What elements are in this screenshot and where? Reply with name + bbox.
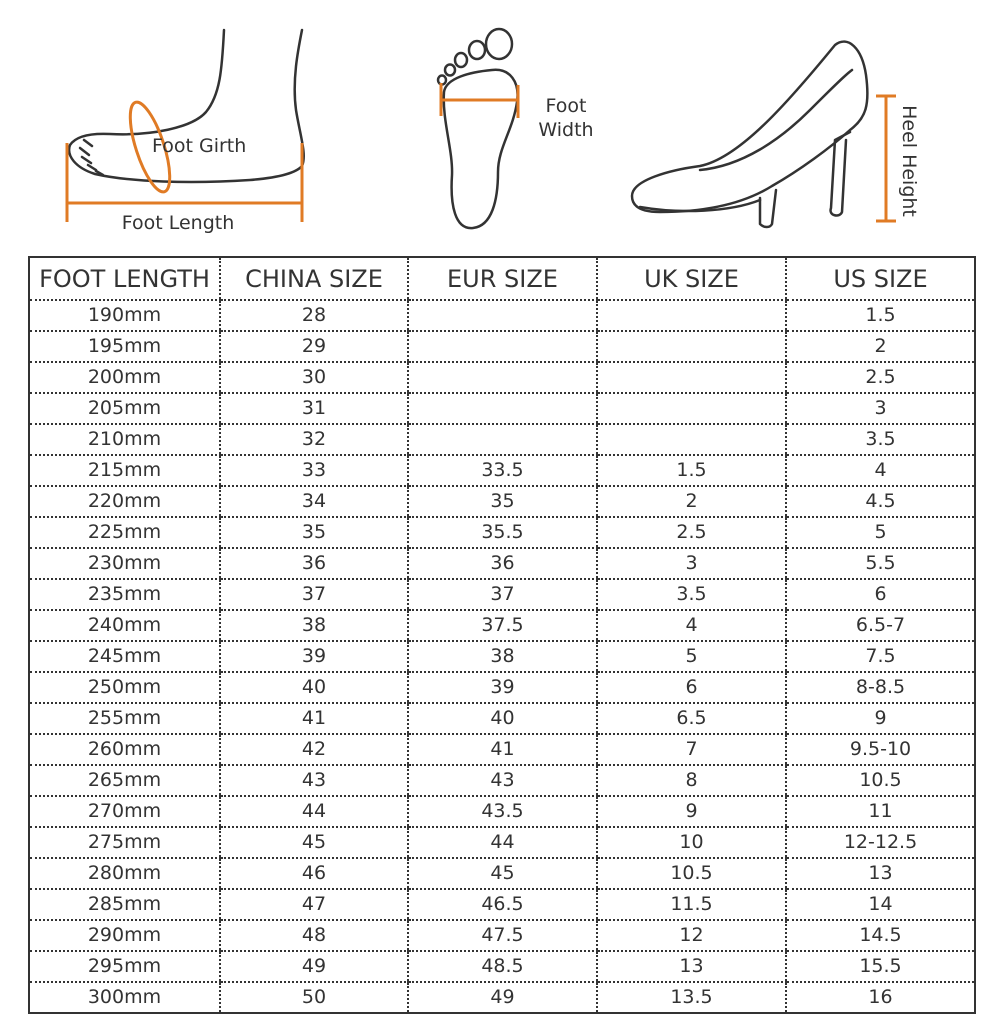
table-row [29, 486, 975, 517]
us-size-cell: 8-8.5 [786, 672, 975, 703]
table-row [29, 300, 975, 331]
eur-size-cell: 35 [408, 486, 597, 517]
foot-length-cell: 270mm [29, 796, 220, 827]
eur-size-cell [408, 362, 597, 393]
foot-length-cell: 210mm [29, 424, 220, 455]
us-size-cell: 15.5 [786, 951, 975, 982]
table-row [29, 796, 975, 827]
china-size-cell: 43 [220, 765, 408, 796]
china-size-cell: 45 [220, 827, 408, 858]
us-size-cell: 2 [786, 331, 975, 362]
foot-length-cell: 255mm [29, 703, 220, 734]
us-size-cell: 14 [786, 889, 975, 920]
us-size-cell: 1.5 [786, 300, 975, 331]
uk-size-cell [597, 424, 786, 455]
eur-size-cell: 35.5 [408, 517, 597, 548]
foot-width-label-line1: Foot [545, 95, 587, 117]
us-size-cell: 11 [786, 796, 975, 827]
eur-size-cell: 36 [408, 548, 597, 579]
table-header-row [29, 257, 975, 300]
uk-size-cell: 5 [597, 641, 786, 672]
eur-size-cell: 47.5 [408, 920, 597, 951]
uk-size-cell: 8 [597, 765, 786, 796]
eur-size-cell [408, 424, 597, 455]
table-row [29, 424, 975, 455]
table-row [29, 548, 975, 579]
foot-length-cell: 285mm [29, 889, 220, 920]
china-size-cell: 39 [220, 641, 408, 672]
foot-length-cell: 230mm [29, 548, 220, 579]
us-size-cell: 2.5 [786, 362, 975, 393]
eur-size-cell: 43.5 [408, 796, 597, 827]
table-row [29, 889, 975, 920]
eur-size-cell: 49 [408, 982, 597, 1013]
eur-size-cell: 38 [408, 641, 597, 672]
china-size-cell: 50 [220, 982, 408, 1013]
uk-size-cell: 11.5 [597, 889, 786, 920]
uk-size-cell: 3.5 [597, 579, 786, 610]
table-row [29, 610, 975, 641]
eur-size-cell: 39 [408, 672, 597, 703]
us-size-cell: 4 [786, 455, 975, 486]
table-row [29, 734, 975, 765]
uk-size-cell: 13.5 [597, 982, 786, 1013]
us-size-cell: 3 [786, 393, 975, 424]
foot-length-cell: 215mm [29, 455, 220, 486]
table-row [29, 331, 975, 362]
china-size-cell: 40 [220, 672, 408, 703]
eur-size-cell [408, 393, 597, 424]
table-row [29, 920, 975, 951]
china-size-cell: 47 [220, 889, 408, 920]
table-row [29, 672, 975, 703]
eur-size-cell [408, 300, 597, 331]
us-size-cell: 9 [786, 703, 975, 734]
foot-length-cell: 245mm [29, 641, 220, 672]
uk-size-cell: 7 [597, 734, 786, 765]
china-size-cell: 35 [220, 517, 408, 548]
foot-width-marker [441, 83, 518, 118]
heel-height-label: Heel Height [898, 105, 920, 217]
uk-size-cell: 6 [597, 672, 786, 703]
china-size-cell: 31 [220, 393, 408, 424]
us-size-cell: 13 [786, 858, 975, 889]
table-row [29, 517, 975, 548]
us-size-cell: 10.5 [786, 765, 975, 796]
uk-size-cell: 10.5 [597, 858, 786, 889]
table-row [29, 827, 975, 858]
foot-width-label-line2: Width [538, 119, 594, 141]
table-row [29, 362, 975, 393]
us-size-cell: 14.5 [786, 920, 975, 951]
us-size-cell: 9.5-10 [786, 734, 975, 765]
china-size-cell: 42 [220, 734, 408, 765]
us-size-cell: 6.5-7 [786, 610, 975, 641]
foot-length-cell: 280mm [29, 858, 220, 889]
china-size-cell: 29 [220, 331, 408, 362]
uk-size-cell: 12 [597, 920, 786, 951]
us-size-cell: 6 [786, 579, 975, 610]
uk-size-cell: 4 [597, 610, 786, 641]
foot-length-cell: 200mm [29, 362, 220, 393]
table-row [29, 982, 975, 1013]
uk-size-cell: 2 [597, 486, 786, 517]
eur-size-cell [408, 331, 597, 362]
china-size-cell: 30 [220, 362, 408, 393]
foot-length-cell: 190mm [29, 300, 220, 331]
eur-size-cell: 40 [408, 703, 597, 734]
uk-size-cell: 3 [597, 548, 786, 579]
foot-length-label: Foot Length [121, 212, 235, 234]
size-conversion-table [28, 256, 976, 1014]
foot-length-cell: 220mm [29, 486, 220, 517]
us-size-cell: 3.5 [786, 424, 975, 455]
heel-height-marker [876, 96, 896, 221]
table-row [29, 858, 975, 889]
china-size-cell: 49 [220, 951, 408, 982]
china-size-cell: 34 [220, 486, 408, 517]
uk-size-cell: 2.5 [597, 517, 786, 548]
foot-length-cell: 195mm [29, 331, 220, 362]
us-size-cell: 5.5 [786, 548, 975, 579]
header-china-size: CHINA SIZE [220, 257, 408, 300]
table-row [29, 951, 975, 982]
table-body [29, 300, 975, 1013]
header-eur-size: EUR SIZE [408, 257, 597, 300]
foot-length-cell: 240mm [29, 610, 220, 641]
uk-size-cell [597, 300, 786, 331]
china-size-cell: 41 [220, 703, 408, 734]
header-foot-length: FOOT LENGTH [29, 257, 220, 300]
foot-length-cell: 275mm [29, 827, 220, 858]
foot-length-cell: 205mm [29, 393, 220, 424]
measurement-illustrations [0, 0, 1002, 250]
high-heel-shoe-icon [632, 42, 867, 227]
header-us-size: US SIZE [786, 257, 975, 300]
uk-size-cell: 10 [597, 827, 786, 858]
header-uk-size: UK SIZE [597, 257, 786, 300]
foot-length-cell: 250mm [29, 672, 220, 703]
eur-size-cell: 46.5 [408, 889, 597, 920]
uk-size-cell: 9 [597, 796, 786, 827]
china-size-cell: 28 [220, 300, 408, 331]
eur-size-cell: 43 [408, 765, 597, 796]
eur-size-cell: 44 [408, 827, 597, 858]
uk-size-cell: 1.5 [597, 455, 786, 486]
china-size-cell: 44 [220, 796, 408, 827]
china-size-cell: 32 [220, 424, 408, 455]
us-size-cell: 12-12.5 [786, 827, 975, 858]
table-row [29, 641, 975, 672]
china-size-cell: 36 [220, 548, 408, 579]
foot-length-cell: 265mm [29, 765, 220, 796]
china-size-cell: 48 [220, 920, 408, 951]
foot-length-cell: 290mm [29, 920, 220, 951]
foot-length-cell: 260mm [29, 734, 220, 765]
china-size-cell: 38 [220, 610, 408, 641]
foot-length-cell: 300mm [87, 986, 162, 1008]
uk-size-cell [597, 331, 786, 362]
foot-side-icon [69, 30, 304, 182]
china-size-cell: 37 [220, 579, 408, 610]
foot-girth-label: Foot Girth [152, 135, 247, 157]
us-size-cell: 4.5 [786, 486, 975, 517]
us-size-cell: 16 [786, 982, 975, 1013]
uk-size-cell [597, 393, 786, 424]
table-row [29, 703, 975, 734]
table-row [29, 393, 975, 424]
eur-size-cell: 33.5 [408, 455, 597, 486]
foot-length-cell: 225mm [29, 517, 220, 548]
eur-size-cell: 37.5 [408, 610, 597, 641]
us-size-cell: 5 [786, 517, 975, 548]
table-row [29, 455, 975, 486]
eur-size-cell: 37 [408, 579, 597, 610]
china-size-cell: 46 [220, 858, 408, 889]
foot-length-cell: 235mm [29, 579, 220, 610]
foot-length-cell: 295mm [29, 951, 220, 982]
us-size-cell: 7.5 [786, 641, 975, 672]
eur-size-cell: 41 [408, 734, 597, 765]
table-row [29, 765, 975, 796]
uk-size-cell: 6.5 [597, 703, 786, 734]
eur-size-cell: 45 [408, 858, 597, 889]
china-size-cell: 33 [220, 455, 408, 486]
uk-size-cell [597, 362, 786, 393]
footprint-icon [438, 29, 518, 228]
eur-size-cell: 48.5 [408, 951, 597, 982]
table-row [29, 579, 975, 610]
uk-size-cell: 13 [597, 951, 786, 982]
